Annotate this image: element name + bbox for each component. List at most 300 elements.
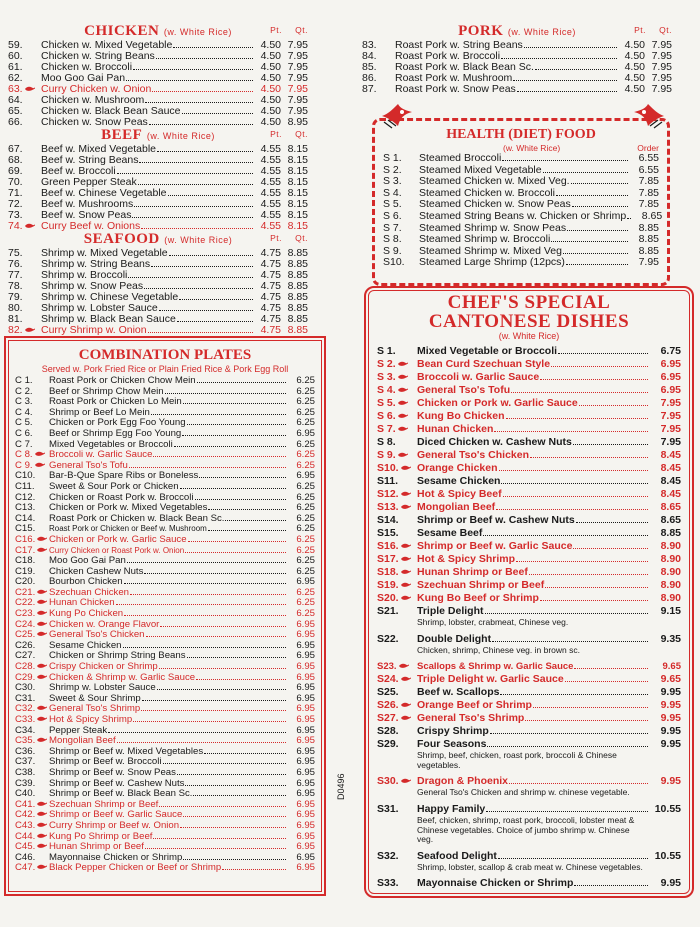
item-price: 6.55 — [638, 163, 659, 176]
leader-dots — [551, 366, 648, 367]
leader-dots — [513, 80, 617, 81]
item-name: Mixed Vegetable or Broccoli — [417, 345, 558, 357]
item-name: Chicken or Pork w. Garlic Sauce — [417, 397, 578, 409]
item-number: 73. — [8, 209, 23, 221]
chef-item-row — [377, 371, 681, 384]
pint-price: 4.50 — [260, 94, 281, 106]
beef-section — [8, 126, 308, 232]
beef-header — [8, 126, 308, 144]
combo-item-row — [15, 863, 315, 874]
chef-item-row — [377, 566, 681, 579]
item-name: Happy Family — [417, 802, 486, 815]
leader-dots — [208, 530, 286, 531]
item-number: C13. — [15, 502, 36, 514]
leader-dots — [579, 405, 648, 406]
chef-item-row — [377, 725, 681, 738]
leader-dots — [501, 58, 617, 59]
item-number: C35. — [15, 736, 49, 747]
item-number: S27. — [377, 712, 417, 725]
item-name: Shrimp w. Chinese Vegetable — [41, 291, 179, 303]
item-price: 6.95 — [296, 777, 315, 789]
leader-dots — [145, 848, 286, 849]
pepper-icon — [400, 702, 411, 708]
pepper-icon — [400, 582, 411, 588]
pepper-icon — [397, 413, 408, 419]
item-number: S19. — [377, 579, 417, 592]
leader-dots — [117, 173, 253, 174]
item-number: 70. — [8, 176, 23, 188]
item-number: S16. — [377, 540, 417, 553]
leader-dots — [174, 446, 286, 447]
leader-dots — [169, 255, 253, 256]
pint-price: 4.50 — [260, 72, 281, 84]
pepper-icon — [36, 822, 47, 828]
leader-dots — [571, 183, 628, 184]
leader-dots — [498, 858, 648, 859]
leader-dots — [157, 151, 253, 152]
quart-price: 8.95 — [287, 116, 308, 128]
item-price: 8.90 — [660, 592, 681, 604]
leader-dots — [627, 218, 631, 219]
item-description: General Tso's Chicken and shrimp w. chinese vegetable. — [417, 787, 630, 798]
seafood-header — [8, 230, 308, 248]
item-number: C43. — [15, 821, 49, 832]
chef-item-row — [377, 592, 681, 605]
chef-list — [377, 345, 681, 890]
item-price: 6.25 — [296, 555, 315, 567]
pepper-icon — [400, 715, 411, 721]
leader-dots — [529, 574, 648, 575]
item-name: Shrimp w. Lobster Sauce — [49, 682, 156, 694]
leader-dots — [133, 721, 286, 722]
quart-price: 7.95 — [287, 39, 308, 51]
pepper-icon — [36, 547, 47, 553]
leader-dots — [540, 379, 648, 380]
leader-dots — [185, 552, 286, 553]
item-number: 86. — [362, 72, 377, 84]
item-number: C11. — [15, 480, 35, 492]
item-name: Steamed Shrimp w. Broccoli — [419, 233, 551, 246]
item-price: 9.35 — [660, 632, 681, 645]
item-number: S 7. — [377, 423, 417, 436]
item-name: Mixed Vegetables or Broccoli — [49, 438, 173, 450]
leader-dots — [183, 859, 286, 860]
chicken-header — [8, 22, 308, 40]
item-number: S14. — [377, 514, 399, 526]
pint-price: 4.75 — [260, 324, 281, 336]
health-item-row — [383, 153, 659, 165]
leader-dots — [563, 253, 628, 254]
quart-price: 8.85 — [287, 302, 308, 314]
chef-item-row — [377, 358, 681, 371]
beef-title: BEEF — [101, 127, 143, 143]
chef-item-row — [377, 397, 681, 410]
item-number: C40. — [15, 788, 36, 800]
leader-dots — [490, 733, 648, 734]
leader-dots — [535, 69, 617, 70]
seafood-title: SEAFOOD — [83, 231, 160, 247]
leader-dots — [153, 456, 286, 457]
item-name: Hunan Shrimp or Beef — [49, 841, 144, 853]
leader-dots — [182, 435, 286, 436]
item-name: Shrimp or Beef w. Broccoli — [49, 756, 162, 768]
chef-item-row — [377, 660, 681, 673]
item-price: 7.95 — [660, 410, 681, 422]
pint-price: 4.55 — [260, 143, 281, 155]
item-number: 65. — [8, 105, 23, 117]
item-number: S33. — [377, 877, 399, 890]
item-name: Sweet & Sour Shrimp — [49, 692, 141, 704]
pepper-icon — [36, 737, 47, 743]
item-number: 64. — [8, 94, 23, 106]
bird-icon — [378, 100, 418, 130]
item-price: 8.45 — [660, 475, 681, 487]
item-name: Mongolian Beef — [417, 501, 496, 513]
health-list — [383, 152, 663, 269]
item-price: 8.45 — [660, 488, 681, 500]
leader-dots — [566, 264, 628, 265]
leader-dots — [159, 806, 286, 807]
item-name: Hunan Shrimp or Beef — [417, 566, 528, 578]
item-price: 6.25 — [296, 533, 315, 545]
pepper-icon — [36, 663, 47, 669]
leader-dots — [524, 47, 617, 48]
health-title: HEALTH (DIET) FOOD — [446, 127, 596, 142]
leader-dots — [127, 562, 286, 563]
leader-dots — [152, 91, 253, 92]
item-name: Shrimp or Beef w. Cashew Nuts — [417, 514, 575, 526]
item-price: 8.85 — [638, 244, 659, 257]
pepper-icon — [398, 663, 409, 669]
item-name: Beef w. Scallops — [417, 686, 500, 699]
leader-dots — [159, 668, 286, 669]
quart-price: 8.85 — [287, 258, 308, 270]
leader-dots — [222, 869, 286, 870]
chef-item-row — [377, 410, 681, 423]
leader-dots — [142, 700, 286, 701]
pepper-icon — [36, 589, 47, 595]
combo-item-row — [15, 768, 315, 779]
item-number: S13. — [377, 501, 417, 514]
item-number: 68. — [8, 154, 23, 166]
item-name: Chicken or Pork w. Garlic Sauce — [49, 533, 187, 545]
item-name: Chicken w. Black Bean Sauce — [41, 105, 181, 117]
item-name: General Tso's Chicken — [49, 629, 145, 641]
quart-price: 7.95 — [287, 94, 308, 106]
chef-item-row — [377, 462, 681, 475]
item-description: Chicken, shrimp, Chinese veg. in brown sc. — [417, 644, 580, 655]
item-name: Roast Pork w. Snow Peas — [395, 83, 516, 95]
item-name: Shrimp w. Snow Peas — [41, 280, 144, 292]
item-number: C 8. — [15, 450, 49, 461]
leader-dots — [151, 414, 286, 415]
item-price: 6.95 — [296, 703, 315, 715]
item-name: Double Delight — [417, 632, 492, 645]
leader-dots — [502, 160, 628, 161]
item-number: S 3. — [383, 175, 402, 188]
leader-dots — [173, 47, 253, 48]
item-name: Steamed Mixed Vegetable — [419, 163, 542, 176]
item-name: General Tso's Tofu — [417, 384, 511, 396]
pork-header — [362, 22, 672, 40]
item-price: 7.95 — [638, 256, 659, 269]
leader-dots — [533, 707, 648, 708]
pint-price: 4.55 — [260, 165, 281, 177]
item-number: S10. — [383, 256, 405, 269]
item-name: Beef or Shrimp Egg Foo Young — [49, 427, 182, 439]
leader-dots — [496, 509, 648, 510]
leader-dots — [156, 58, 253, 59]
pint-price: 4.50 — [260, 61, 281, 73]
leader-dots — [123, 647, 286, 648]
leader-dots — [576, 522, 648, 523]
item-name: Kung Po Chicken — [49, 608, 124, 620]
item-number: S 9. — [377, 449, 417, 462]
leader-dots — [108, 732, 286, 733]
item-name: Shrimp or Beef w. Cashew Nuts — [49, 777, 185, 789]
seafood-qt-label: Qt. — [295, 233, 308, 243]
item-price: 9.65 — [660, 673, 681, 686]
pepper-icon — [400, 465, 411, 471]
item-price: 6.25 — [296, 597, 315, 609]
item-name: General Tso's Chicken — [417, 449, 530, 461]
item-price: 8.90 — [660, 566, 681, 578]
combination-subtitle: Served w. Pork Fried Rice or Plain Fried Rice & Pork Egg Roll — [41, 364, 289, 374]
combo-item-row — [15, 821, 315, 832]
item-number: 75. — [8, 247, 23, 259]
leader-dots — [177, 321, 253, 322]
item-number: S 2. — [377, 358, 417, 371]
item-number: C20. — [15, 576, 36, 588]
item-price: 6.25 — [296, 586, 315, 598]
item-name: Shrimp or Beef w. Mixed Vegetables — [49, 745, 204, 757]
item-price: 8.65 — [660, 514, 681, 526]
item-price: 6.55 — [638, 152, 659, 164]
item-name: Szechuan Chicken — [49, 586, 129, 598]
item-name: Sesame Chicken — [49, 639, 122, 651]
item-price: 6.95 — [296, 851, 315, 863]
leader-dots — [145, 102, 253, 103]
item-price: 6.95 — [296, 682, 315, 694]
leader-dots — [545, 587, 648, 588]
quart-price: 8.85 — [287, 247, 308, 259]
item-price: 6.95 — [660, 371, 681, 383]
pepper-icon — [400, 569, 411, 575]
leader-dots — [165, 393, 286, 394]
item-number: C22. — [15, 598, 49, 609]
item-price: 7.85 — [638, 198, 659, 211]
item-name: Shrimp w. Lobster Sauce — [41, 302, 158, 314]
item-name: Shrimp w. String Beans — [41, 258, 151, 270]
item-number: S28. — [377, 725, 399, 738]
item-number: S 9. — [383, 244, 402, 257]
item-name: Roast Pork or Chicken w. Black Bean Sc. — [49, 512, 225, 524]
chef-item-row — [377, 699, 681, 712]
chef-item-row — [377, 712, 681, 725]
item-description: Beef, chicken, shrimp, roast pork, broccoli, lobster meat & Chinese vegetables. Choice of jumbo shrimp w. Chinese veg. — [417, 814, 635, 845]
item-name: Mayonnaise Chicken or Shrimp — [49, 851, 183, 863]
item-number: C34. — [15, 724, 36, 736]
chicken-title: CHICKEN — [84, 23, 160, 39]
chicken-pt-qt-header — [256, 25, 308, 35]
item-price: 6.25 — [296, 565, 315, 577]
combo-item-row — [15, 429, 315, 440]
leader-dots — [500, 694, 648, 695]
combination-list — [15, 376, 315, 874]
leader-dots — [511, 392, 648, 393]
item-price: 8.65 — [660, 501, 681, 513]
beef-subtitle: (w. White Rice) — [146, 131, 215, 141]
item-number: S12. — [377, 488, 417, 501]
item-number: C 5. — [15, 417, 33, 429]
item-number: S 6. — [377, 410, 417, 423]
pint-price: 4.50 — [260, 50, 281, 62]
item-price: 10.55 — [654, 802, 681, 815]
leader-dots — [199, 477, 286, 478]
pepper-icon — [397, 452, 408, 458]
item-name: Shrimp w. Black Bean Sauce — [41, 313, 176, 325]
item-number: 76. — [8, 258, 23, 270]
item-price: 6.95 — [296, 470, 315, 482]
pint-price: 4.75 — [260, 313, 281, 325]
item-price: 8.85 — [660, 527, 681, 539]
item-price: 10.55 — [654, 849, 681, 862]
item-price: 6.95 — [296, 745, 315, 757]
pepper-icon — [24, 327, 35, 333]
item-name: Chicken or Roast Pork w. Broccoli — [49, 491, 194, 503]
leader-dots — [144, 573, 286, 574]
leader-dots — [195, 499, 287, 500]
item-number: S24. — [377, 673, 417, 686]
item-number: C45. — [15, 842, 49, 853]
item-name: Kung Bo Chicken — [417, 410, 505, 422]
item-name: Broccoli w. Garlic Sauce — [417, 371, 540, 383]
item-name: Chicken w. String Beans — [41, 50, 155, 62]
item-price: 6.25 — [296, 480, 315, 492]
item-price: 6.25 — [296, 544, 315, 556]
quart-price: 7.95 — [287, 72, 308, 84]
pork-pt-label: Pt. — [634, 25, 646, 35]
pint-price: 4.50 — [260, 116, 281, 128]
leader-dots — [185, 785, 286, 786]
pepper-icon — [36, 536, 47, 542]
leader-dots — [177, 774, 286, 775]
leader-dots — [193, 795, 286, 796]
leader-dots — [134, 206, 253, 207]
quart-price: 7.95 — [287, 83, 308, 95]
item-name: Moo Goo Gai Pan — [41, 72, 126, 84]
combo-item-row — [15, 376, 315, 387]
chef-item-row — [377, 553, 681, 566]
quart-price: 8.15 — [287, 165, 308, 177]
item-number: 84. — [362, 50, 377, 62]
item-price: 9.95 — [660, 699, 681, 712]
leader-dots — [133, 69, 253, 70]
chef-item-row — [377, 540, 681, 553]
quart-price: 7.95 — [287, 105, 308, 117]
item-name: Mayonnaise Chicken or Shrimp — [417, 877, 574, 890]
item-name: Chicken or Shrimp String Beans — [49, 650, 186, 662]
item-name: Shrimp or Beef w. Black Bean Sc. — [49, 788, 193, 800]
beef-pt-label: Pt. — [270, 129, 282, 139]
item-price: 8.90 — [660, 553, 681, 565]
quart-price: 8.85 — [287, 280, 308, 292]
item-name: Szechuan Shrimp or Beef — [49, 798, 159, 810]
item-name: Beef w. Broccoli — [41, 165, 116, 177]
item-number: C18. — [15, 555, 36, 567]
item-number: S30. — [377, 775, 417, 788]
leader-dots — [572, 206, 628, 207]
leader-dots — [503, 496, 648, 497]
item-name: Roast Pork w. Broccoli — [395, 50, 501, 62]
item-number: C27. — [15, 650, 36, 662]
pint-price: 4.50 — [260, 83, 281, 95]
combination-title: COMBINATION PLATES — [78, 347, 252, 363]
chicken-pt-label: Pt. — [270, 25, 282, 35]
item-number: 62. — [8, 72, 23, 84]
bird-icon — [628, 100, 668, 130]
chef-item-row — [377, 877, 681, 890]
item-number: C37. — [15, 756, 36, 768]
chef-item-row — [377, 686, 681, 699]
quart-price: 7.95 — [651, 39, 672, 51]
item-name: Chicken w. Mushroom — [41, 94, 145, 106]
item-price: 9.95 — [660, 738, 681, 751]
leader-dots — [188, 541, 286, 542]
item-name: Chicken or Pork w. Mixed Vegetables — [49, 502, 208, 514]
item-number: C25. — [15, 630, 49, 641]
item-number: 69. — [8, 165, 23, 177]
pepper-icon — [36, 864, 47, 870]
leader-dots — [540, 600, 648, 601]
leader-dots — [225, 520, 286, 521]
item-name: Roast Pork or Chicken Chow Mein — [49, 375, 196, 386]
item-price: 6.95 — [296, 714, 315, 725]
item-number: S 8. — [377, 436, 396, 448]
item-number: 61. — [8, 61, 23, 73]
item-price: 6.95 — [296, 576, 315, 588]
item-name: Triple Delight w. Garlic Sauce — [417, 673, 564, 686]
chef-item-row — [377, 579, 681, 592]
health-order-label: Order — [637, 143, 659, 153]
health-diet-box — [372, 118, 670, 286]
item-number: S 2. — [383, 163, 402, 176]
pint-price: 4.55 — [260, 209, 281, 221]
leader-dots — [144, 288, 253, 289]
quart-price: 8.15 — [287, 220, 308, 232]
leader-dots — [530, 457, 648, 458]
item-number: 82. — [8, 325, 41, 336]
leader-dots — [573, 548, 648, 549]
leader-dots — [187, 424, 286, 425]
item-number: C17. — [15, 546, 49, 557]
item-name: Seafood Delight — [417, 849, 497, 862]
item-price: 6.25 — [296, 608, 315, 620]
pepper-icon — [400, 504, 411, 510]
item-number: 81. — [8, 313, 23, 325]
item-name: Roast Pork w. String Beans — [395, 39, 523, 51]
item-number: S31. — [377, 802, 399, 815]
item-number: S 1. — [383, 152, 402, 164]
chef-item-row — [377, 633, 681, 646]
leader-dots — [204, 753, 286, 754]
item-name: Curry Chicken or Roast Pork w. Onion — [49, 545, 185, 555]
pepper-icon — [36, 843, 47, 849]
leader-dots — [151, 266, 253, 267]
item-number: C 9. — [15, 461, 49, 472]
item-name: Shrimp or Beef w. Garlic Sauce — [49, 809, 183, 821]
item-name: Hunan Chicken — [49, 597, 115, 609]
